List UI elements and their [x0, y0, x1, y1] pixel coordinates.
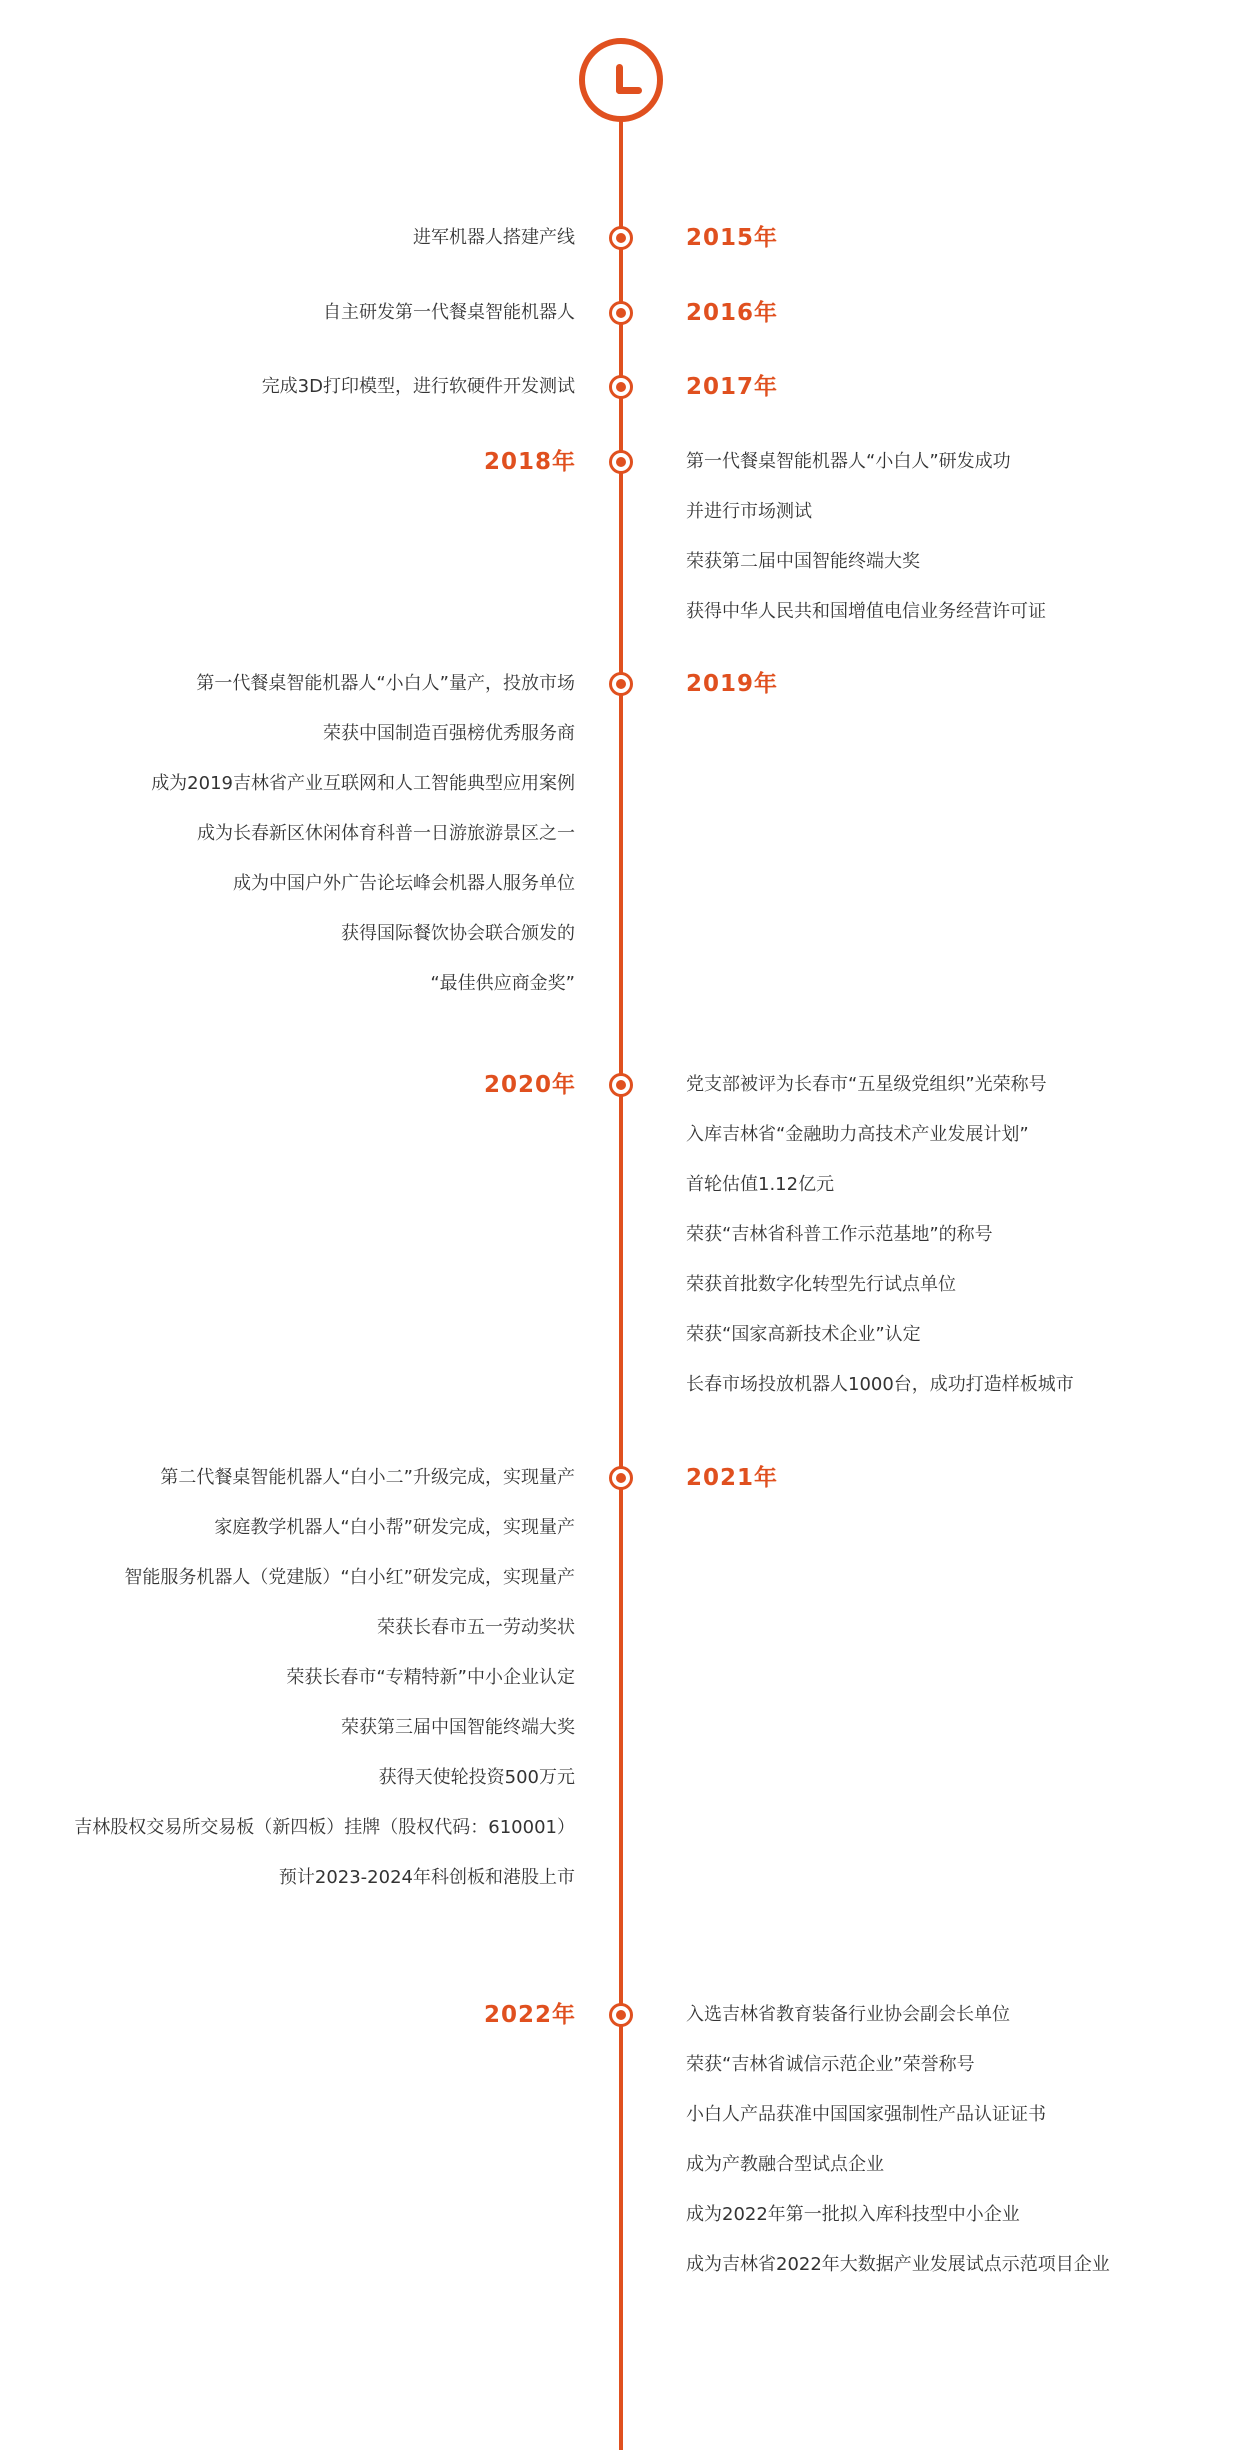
milestone-item: 成为中国户外广告论坛峰会机器人服务单位 — [233, 873, 575, 894]
milestone-item: 完成3D打印模型，进行软硬件开发测试 — [261, 376, 575, 397]
milestone-item: 成为吉林省2022年大数据产业发展试点示范项目企业 — [686, 2254, 1110, 2275]
milestone-item: 荣获“国家高新技术企业”认定 — [686, 1324, 921, 1345]
milestone-item: 获得天使轮投资500万元 — [378, 1767, 575, 1788]
timeline-marker-icon — [609, 301, 633, 325]
milestone-items — [686, 447, 1046, 647]
milestone-item: 荣获长春市“专精特新”中小企业认定 — [286, 1667, 575, 1688]
milestone-item: 第二代餐桌智能机器人“白小二”升级完成，实现量产 — [160, 1467, 575, 1488]
milestone-item: 自主研发第一代餐桌智能机器人 — [323, 302, 575, 323]
milestone-item: 第一代餐桌智能机器人“小白人”研发成功 — [686, 451, 1011, 472]
milestone-item: 小白人产品获准中国国家强制性产品认证证书 — [686, 2104, 1046, 2125]
clock-icon — [579, 38, 663, 122]
timeline-marker-icon — [609, 450, 633, 474]
milestone-year: 2021年 — [686, 1465, 779, 1491]
milestone-items — [686, 1070, 1074, 1420]
milestone-item: 家庭教学机器人“白小帮”研发完成，实现量产 — [214, 1517, 575, 1538]
milestone-item: 成为2019吉林省产业互联网和人工智能典型应用案例 — [151, 773, 575, 794]
timeline-marker-icon — [609, 375, 633, 399]
milestone-items — [151, 669, 575, 1019]
milestone-item: 入库吉林省“金融助力高技术产业发展计划” — [686, 1124, 1029, 1145]
milestone-item: “最佳供应商金奖” — [430, 973, 575, 994]
milestone-year: 2019年 — [686, 671, 779, 697]
milestone-items — [686, 2000, 1110, 2300]
milestone-item: 进军机器人搭建产线 — [413, 227, 575, 248]
milestone-year: 2017年 — [686, 374, 779, 400]
milestone-item: 成为2022年第一批拟入库科技型中小企业 — [686, 2204, 1020, 2225]
milestone-year: 2018年 — [483, 449, 576, 475]
milestone-item: 荣获长春市五一劳动奖状 — [377, 1617, 575, 1638]
milestone-year: 2022年 — [483, 2002, 576, 2028]
clock-minute-hand — [616, 87, 642, 94]
timeline-marker-icon — [609, 226, 633, 250]
milestone-items — [413, 223, 575, 273]
milestone-item: 成为长春新区休闲体育科普一日游旅游景区之一 — [197, 823, 575, 844]
milestone-item: 成为产教融合型试点企业 — [686, 2154, 884, 2175]
timeline-marker-icon — [609, 672, 633, 696]
milestone-item: 荣获第三届中国智能终端大奖 — [341, 1717, 575, 1738]
timeline-marker-icon — [609, 1466, 633, 1490]
milestone-item: 首轮估值1.12亿元 — [686, 1174, 835, 1195]
milestone-item: 入选吉林省教育装备行业协会副会长单位 — [686, 2004, 1010, 2025]
milestone-item: 获得国际餐饮协会联合颁发的 — [341, 923, 575, 944]
timeline-marker-icon — [609, 1073, 633, 1097]
milestone-items — [74, 1463, 575, 1913]
milestone-item: 荣获“吉林省诚信示范企业”荣誉称号 — [686, 2054, 975, 2075]
milestone-item: 智能服务机器人（党建版）“白小红”研发完成，实现量产 — [124, 1567, 575, 1588]
timeline-marker-icon — [609, 2003, 633, 2027]
milestone-item: 第一代餐桌智能机器人“小白人”量产，投放市场 — [196, 673, 575, 694]
milestone-item: 党支部被评为长春市“五星级党组织”光荣称号 — [686, 1074, 1047, 1095]
milestone-items — [262, 372, 575, 422]
milestone-item: 荣获第二届中国智能终端大奖 — [686, 551, 920, 572]
milestone-item: 荣获“吉林省科普工作示范基地”的称号 — [686, 1224, 993, 1245]
milestone-item: 荣获中国制造百强榜优秀服务商 — [323, 723, 575, 744]
milestone-item: 获得中华人民共和国增值电信业务经营许可证 — [686, 601, 1046, 622]
milestone-item: 预计2023-2024年科创板和港股上市 — [278, 1867, 575, 1888]
milestone-item: 并进行市场测试 — [686, 501, 812, 522]
milestone-item: 荣获首批数字化转型先行试点单位 — [686, 1274, 956, 1295]
milestone-year: 2015年 — [686, 225, 779, 251]
milestone-item: 吉林股权交易所交易板（新四板）挂牌（股权代码：610001） — [74, 1817, 575, 1838]
milestone-year: 2016年 — [686, 300, 779, 326]
milestone-year: 2020年 — [483, 1072, 576, 1098]
milestone-item: 长春市场投放机器人1000台，成功打造样板城市 — [686, 1374, 1074, 1395]
milestone-items — [323, 298, 575, 348]
